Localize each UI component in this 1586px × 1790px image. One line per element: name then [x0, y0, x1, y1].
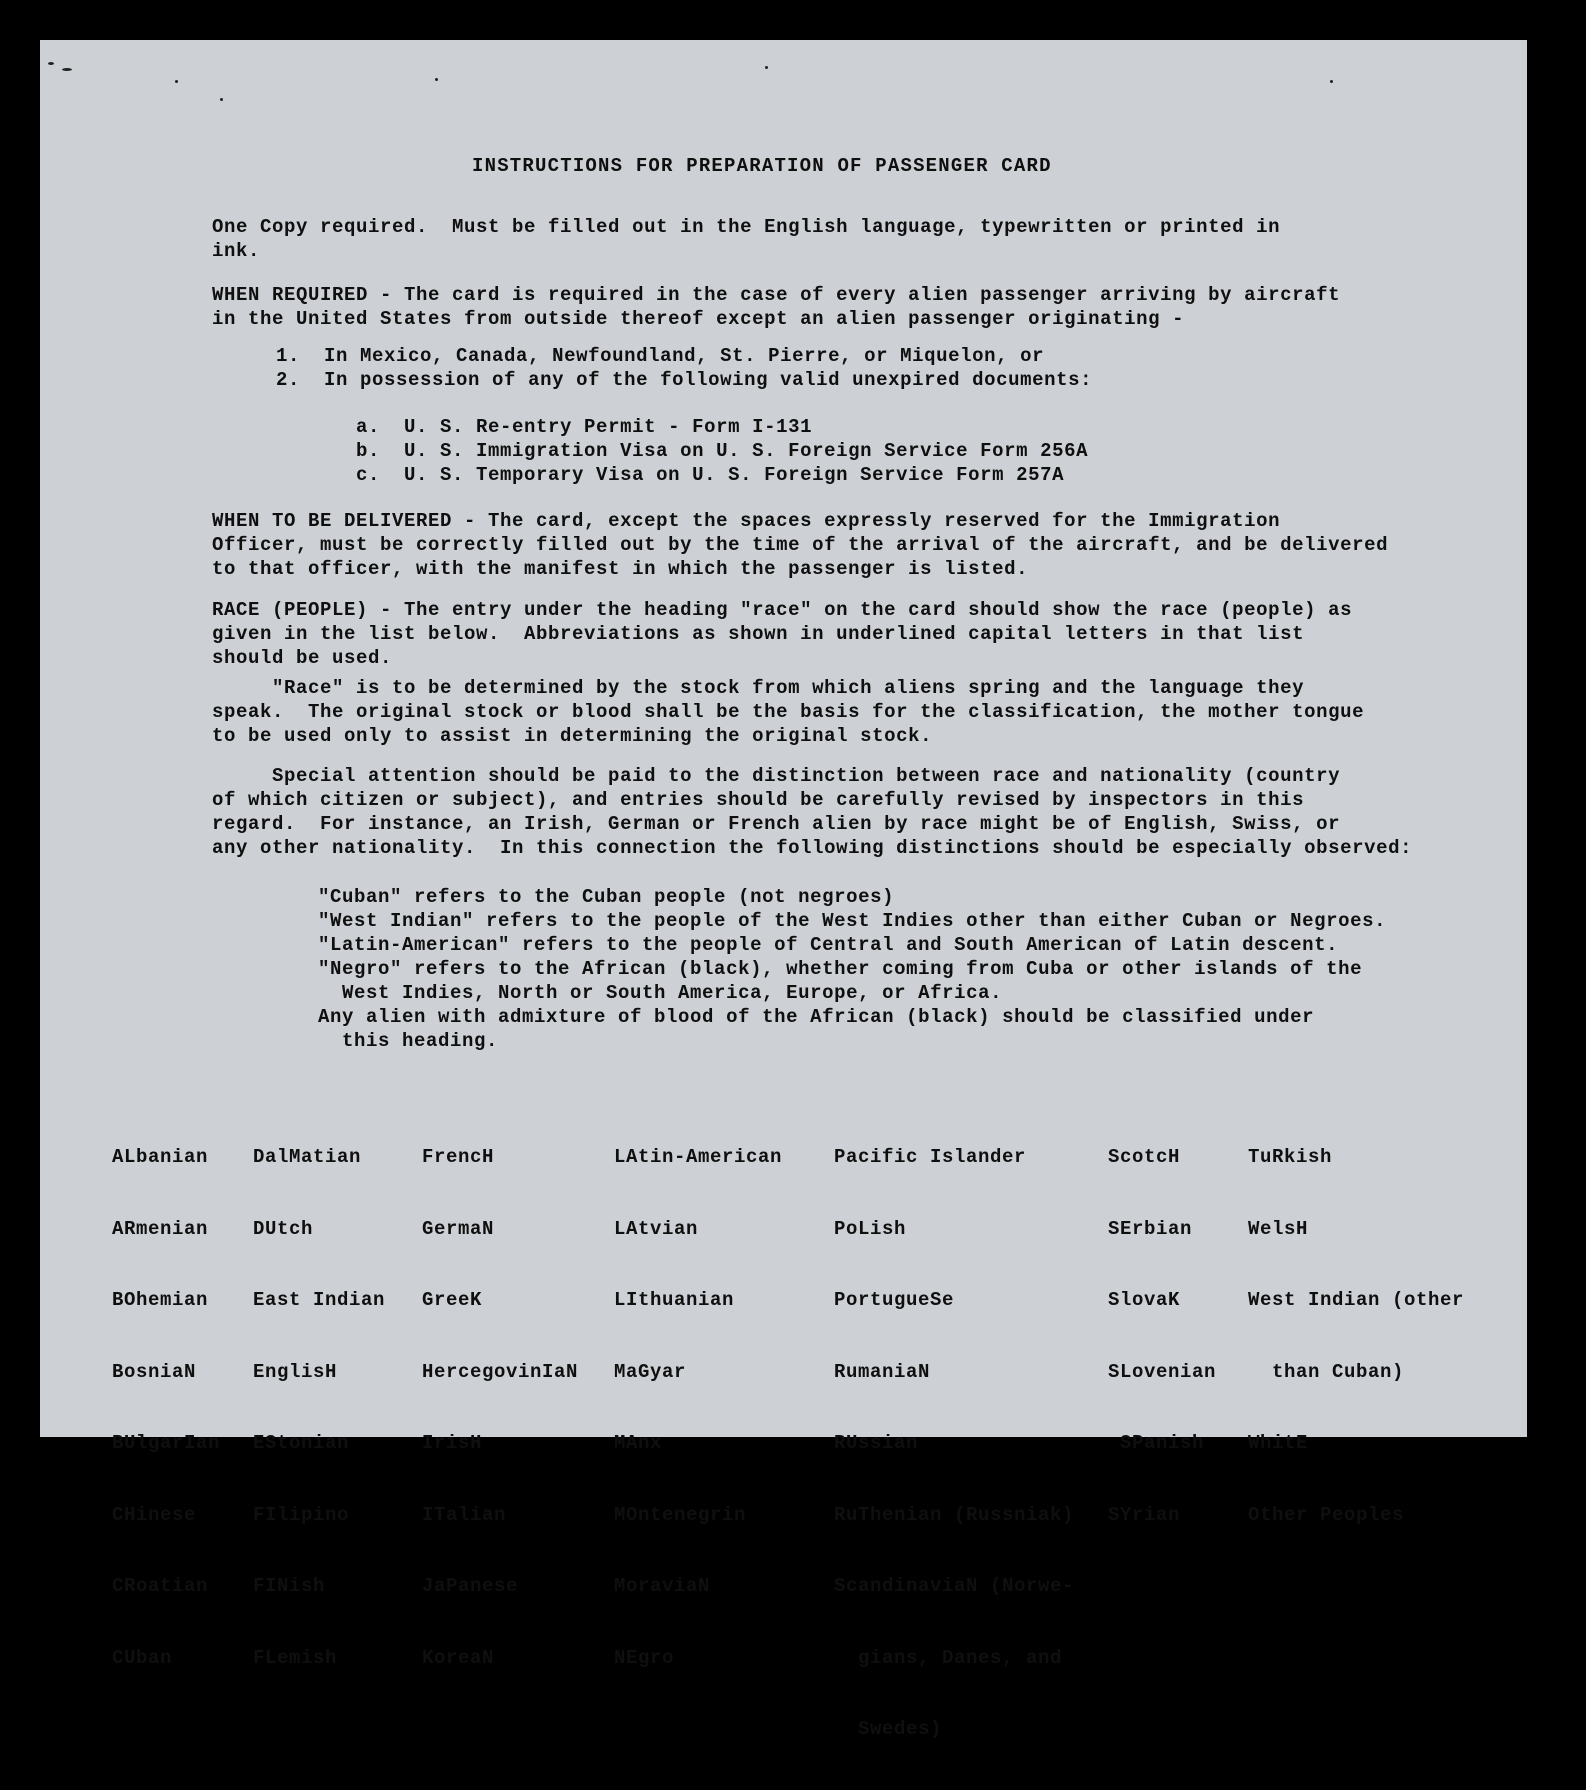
race-entry: BosniaN: [112, 1360, 197, 1383]
race-entry: SLovenian: [1108, 1360, 1217, 1383]
race-entry: WhitE: [1248, 1432, 1309, 1454]
race-entry: ITalian: [422, 1503, 507, 1526]
exception-number: 1.: [276, 345, 301, 367]
race-entry: BUlgarIan: [112, 1432, 221, 1454]
document-item-c: [356, 463, 1064, 487]
race-entry: SPanish: [1108, 1432, 1205, 1454]
race-entry: MaGyar: [614, 1360, 687, 1383]
document-item-b: [356, 439, 1088, 463]
race-entry: FLemish: [253, 1646, 338, 1669]
race-column-2: [253, 1098, 385, 1718]
race-entry: FINish: [253, 1575, 326, 1597]
race-entry: LIthuanian: [614, 1289, 735, 1311]
race-entry: CUban: [112, 1646, 173, 1669]
document-text: U. S. Temporary Visa on U. S. Foreign Service Form 257A: [404, 464, 1065, 486]
scan-speck: [48, 62, 54, 65]
race-entry: HercegovinIaN: [422, 1360, 579, 1383]
race-entry: MoraviaN: [614, 1575, 711, 1597]
race-entry: East Indian: [253, 1289, 386, 1311]
race-entry: MOntenegrin: [614, 1503, 747, 1526]
race-entry: West Indian (other: [1248, 1289, 1465, 1311]
race-entry: RUssian: [834, 1432, 919, 1454]
race-entry: RuThenian (Russniak): [834, 1503, 1075, 1526]
race-entry: BOhemian: [112, 1289, 209, 1311]
race-entry: LAtvian: [614, 1217, 699, 1240]
race-entry: ARmenian: [112, 1217, 209, 1240]
when-required-heading: WHEN REQUIRED -: [212, 284, 405, 306]
race-entry: EnglisH: [253, 1360, 338, 1383]
race-entry: SlovaK: [1108, 1289, 1181, 1311]
race-column-1: [112, 1098, 220, 1718]
race-entry: WelsH: [1248, 1217, 1309, 1240]
exception-text: In possession of any of the following valid unexpired documents:: [324, 369, 1093, 391]
race-entry: CRoatian: [112, 1575, 209, 1597]
race-entry: LAtin-American: [614, 1146, 783, 1168]
race-entry: SErbian: [1108, 1217, 1193, 1240]
race-entry: SYrian: [1108, 1503, 1181, 1526]
race-entry: EStonian: [253, 1432, 350, 1454]
document-item-a: [356, 415, 812, 439]
when-required-section: [212, 283, 1340, 331]
race-entry: DUtch: [253, 1217, 314, 1240]
document-title: INSTRUCTIONS FOR PREPARATION OF PASSENGER CARD: [472, 155, 1052, 177]
race-entry: DalMatian: [253, 1146, 362, 1168]
document-text: U. S. Immigration Visa on U. S. Foreign Service Form 256A: [404, 440, 1089, 462]
race-entry: TuRkish: [1248, 1146, 1333, 1168]
race-entry: NEgro: [614, 1646, 675, 1669]
race-entry: CHinese: [112, 1503, 197, 1526]
scan-speck: [220, 98, 223, 101]
race-entry: ScotcH: [1108, 1146, 1181, 1168]
race-entry: GreeK: [422, 1289, 483, 1311]
race-section: [212, 598, 1352, 670]
document-letter: c.: [356, 464, 381, 486]
race-entry: JaPanese: [422, 1575, 519, 1597]
race-entry: KoreaN: [422, 1646, 495, 1669]
exception-number: 2.: [276, 369, 301, 391]
exception-text: In Mexico, Canada, Newfoundland, St. Pierre, or Miquelon, or: [324, 345, 1045, 367]
document-letter: a.: [356, 416, 381, 438]
race-column-5: [834, 1098, 1074, 1790]
scan-speck: [435, 78, 438, 81]
race-entry: RumaniaN: [834, 1360, 931, 1383]
race-column-3: [422, 1098, 578, 1718]
race-text: The entry under the heading "race" on the card should show the race (people) as given in the list below. Abbreviations as shown in underlined capital letters in that list should be used.: [212, 599, 1353, 669]
when-delivered-section: [212, 509, 1388, 581]
race-column-4: [614, 1098, 782, 1718]
intro-paragraph: One Copy required. Must be filled out in the English language, typewritten or printed in ink.: [212, 216, 1281, 262]
scan-speck: [765, 66, 768, 69]
race-column-7: [1248, 1098, 1464, 1575]
race-definition-paragraph: "Race" is to be determined by the stock from which aliens spring and the language they speak. The original stock or blood shall be the basis for the classification, the mother tongue to be used only to assist in determining the original stock.: [212, 677, 1365, 747]
race-entry: PoLish: [834, 1217, 907, 1240]
document-letter: b.: [356, 440, 381, 462]
race-entry: PortugueSe: [834, 1289, 955, 1311]
scan-speck: [62, 68, 72, 71]
race-entry: ALbanian: [112, 1146, 209, 1168]
distinctions-list: "Cuban" refers to the Cuban people (not negroes) "West Indian" refers to the people of the West Indies other than either Cuban or Negroes. "Latin-American" refers to the people of Central and South American of Latin descent. "Negro" refers to the African (black), whether coming from Cuba or other islands of the West Indies, North or South America, Europe, or Africa. Any alien with admixture of blood of the African (black) should be classified under this heading.: [318, 886, 1387, 1052]
race-entry: Other Peoples: [1248, 1503, 1405, 1526]
race-entry: GermaN: [422, 1217, 495, 1240]
race-heading: RACE (PEOPLE) -: [212, 599, 405, 621]
when-delivered-heading: WHEN TO BE DELIVERED -: [212, 510, 489, 532]
race-entry: Pacific Islander: [834, 1146, 1027, 1168]
document-text: U. S. Re-entry Permit - Form I-131: [404, 416, 813, 438]
document-page: [40, 40, 1527, 1740]
race-entry: FIlipino: [253, 1503, 350, 1526]
race-column-6: [1108, 1098, 1216, 1575]
when-delivered-text: The card, except the spaces expressly reserved for the Immigration Officer, must be correctly filled out by the time of the arrival of the aircraft, and be delivered to that officer, with the manifest in which the passenger is listed.: [212, 510, 1389, 580]
scan-speck: [1330, 80, 1333, 83]
race-entry: than Cuban): [1248, 1360, 1405, 1383]
exception-item-2: [276, 368, 1092, 392]
scan-speck: [175, 80, 178, 83]
race-entry: IrisH: [422, 1432, 483, 1454]
race-entry: MAnx: [614, 1432, 663, 1454]
race-entry: ScandinaviaN (Norwe-: [834, 1575, 1075, 1597]
exception-item-1: [276, 344, 1044, 368]
race-entry: gians, Danes, and: [834, 1646, 1063, 1669]
special-attention-paragraph: Special attention should be paid to the distinction between race and nationality (country of which citizen or subject), and entries should be carefully revised by inspectors in this regard. For instance, an Irish, German or French alien by race might be of English, Swiss, or any other nationality. In this connection the following distinctions should be especially observed:: [212, 765, 1413, 859]
when-required-text: The card is required in the case of every alien passenger arriving by aircraft in the United States from outside thereof except an alien passenger originating -: [212, 284, 1341, 330]
race-entry: FrencH: [422, 1146, 495, 1168]
race-entry: Swedes): [834, 1718, 943, 1740]
